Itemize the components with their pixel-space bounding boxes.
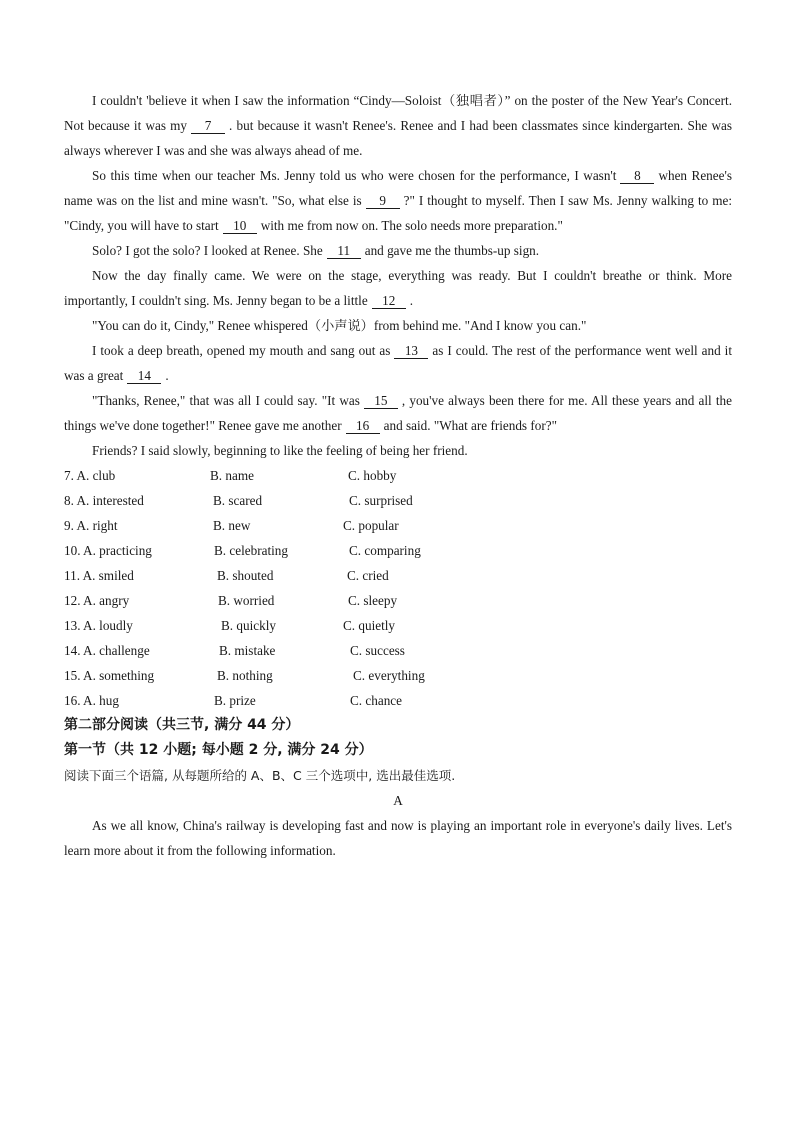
passage-paragraph-8 — [64, 438, 732, 463]
option-c: C. success — [350, 643, 405, 658]
text: So this time when our teacher Ms. Jenny told us who were chosen for the performance, I wasn't — [92, 168, 617, 183]
section-heading: 第二部分阅读（共三节, 满分 44 分） — [64, 717, 300, 733]
question-list — [64, 463, 732, 713]
option-a: 14. A. challenge — [64, 643, 150, 658]
option-a: 16. A. hug — [64, 693, 119, 708]
option-a: 7. A. club — [64, 468, 116, 483]
text: and said. "What are friends for?" — [383, 418, 557, 433]
subsection-heading: 第一节（共 12 小题; 每小题 2 分, 满分 24 分） — [64, 742, 373, 758]
text: . but because it wasn't Renee's. Renee and I had been classmates since kindergarten. She was always wherever I was and she was always ahead of me. — [64, 118, 733, 158]
blank-8: 8 — [620, 168, 654, 184]
option-c: C. sleepy — [348, 593, 398, 608]
option-b: B. mistake — [219, 643, 276, 658]
text: Solo? I got the solo? I looked at Renee. She — [92, 243, 323, 258]
passage-paragraph-3 — [64, 238, 732, 263]
question-8 — [64, 488, 732, 513]
question-11 — [64, 563, 732, 588]
option-b: B. new — [213, 518, 251, 533]
instruction-text: 阅读下面三个语篇, 从每题所给的 A、B、C 三个选项中, 选出最佳选项. — [64, 768, 456, 783]
passage-paragraph-1 — [64, 88, 732, 163]
option-b: B. celebrating — [214, 543, 288, 558]
option-a: 8. A. interested — [64, 493, 144, 508]
question-16 — [64, 688, 732, 713]
text: I couldn't 'believe it when I saw the information “Cindy—Soloist（独唱者）” on the poster of the New Year's Concert. Not because it was my — [64, 93, 732, 133]
text: I took a deep breath, opened my mouth and sang out as — [92, 343, 391, 358]
text: when Renee's name was on the list and mine wasn't. "So, what else is — [64, 168, 732, 208]
question-15 — [64, 663, 732, 688]
text: "You can do it, Cindy," Renee whispered（小声说）from behind me. "And I know you can." — [92, 318, 587, 333]
text: Friends? I said slowly, beginning to like the feeling of being her friend. — [92, 443, 468, 458]
option-c: C. everything — [353, 668, 425, 683]
option-a: 13. A. loudly — [64, 618, 133, 633]
text: Now the day finally came. We were on the stage, everything was ready. But I couldn't breathe or think. More importantly, I couldn't sing. Ms. Jenny began to be a little — [64, 268, 732, 308]
option-a: 11. A. smiled — [64, 568, 134, 583]
blank-14: 14 — [127, 368, 161, 384]
option-c: C. cried — [347, 568, 389, 583]
passage-intro: As we all know, China's railway is developing fast and now is playing an important role in everyone's daily lives. Let's learn more about it from the following information. — [64, 818, 732, 858]
option-a: 10. A. practicing — [64, 543, 152, 558]
option-c: C. hobby — [348, 468, 397, 483]
option-b: B. shouted — [217, 568, 274, 583]
question-9 — [64, 513, 732, 538]
option-a: 9. A. right — [64, 518, 118, 533]
passage-paragraph-4 — [64, 263, 732, 313]
blank-10: 10 — [223, 218, 257, 234]
blank-16: 16 — [346, 418, 380, 434]
document-page — [64, 88, 732, 863]
text: "Thanks, Renee," that was all I could say. "It was — [92, 393, 360, 408]
question-10 — [64, 538, 732, 563]
option-c: C. comparing — [349, 543, 421, 558]
option-a: 15. A. something — [64, 668, 155, 683]
passage-paragraph-6 — [64, 338, 732, 388]
text: , you've always been there for me. All these years and all the things we've done together!" Renee gave me another — [64, 393, 732, 433]
text: . — [409, 293, 413, 308]
question-7 — [64, 463, 732, 488]
option-b: B. quickly — [221, 618, 276, 633]
blank-9: 9 — [366, 193, 400, 209]
question-14 — [64, 638, 732, 663]
option-c: C. chance — [350, 693, 402, 708]
option-b: B. worried — [218, 593, 275, 608]
blank-13: 13 — [394, 343, 428, 359]
option-b: B. scared — [213, 493, 263, 508]
text: as I could. The rest of the performance went well and it was a great — [64, 343, 732, 383]
text: ?" I thought to myself. Then I saw Ms. Jenny walking to me: "Cindy, you will have to start — [64, 193, 732, 233]
option-c: C. surprised — [349, 493, 413, 508]
passage-paragraph-5 — [64, 313, 732, 338]
passage-paragraph-2 — [64, 163, 732, 238]
passage-label: A — [393, 793, 403, 808]
option-c: C. quietly — [343, 618, 396, 633]
blank-12: 12 — [372, 293, 406, 309]
option-b: B. prize — [214, 693, 256, 708]
option-b: B. nothing — [217, 668, 273, 683]
question-13 — [64, 613, 732, 638]
option-b: B. name — [210, 468, 254, 483]
blank-11: 11 — [327, 243, 361, 259]
passage-paragraph-7 — [64, 388, 732, 438]
text: with me from now on. The solo needs more preparation." — [260, 218, 563, 233]
option-a: 12. A. angry — [64, 593, 130, 608]
blank-15: 15 — [364, 393, 398, 409]
text: . — [165, 368, 169, 383]
question-12 — [64, 588, 732, 613]
text: and gave me the thumbs-up sign. — [364, 243, 540, 258]
blank-7: 7 — [191, 118, 225, 134]
option-c: C. popular — [343, 518, 399, 533]
